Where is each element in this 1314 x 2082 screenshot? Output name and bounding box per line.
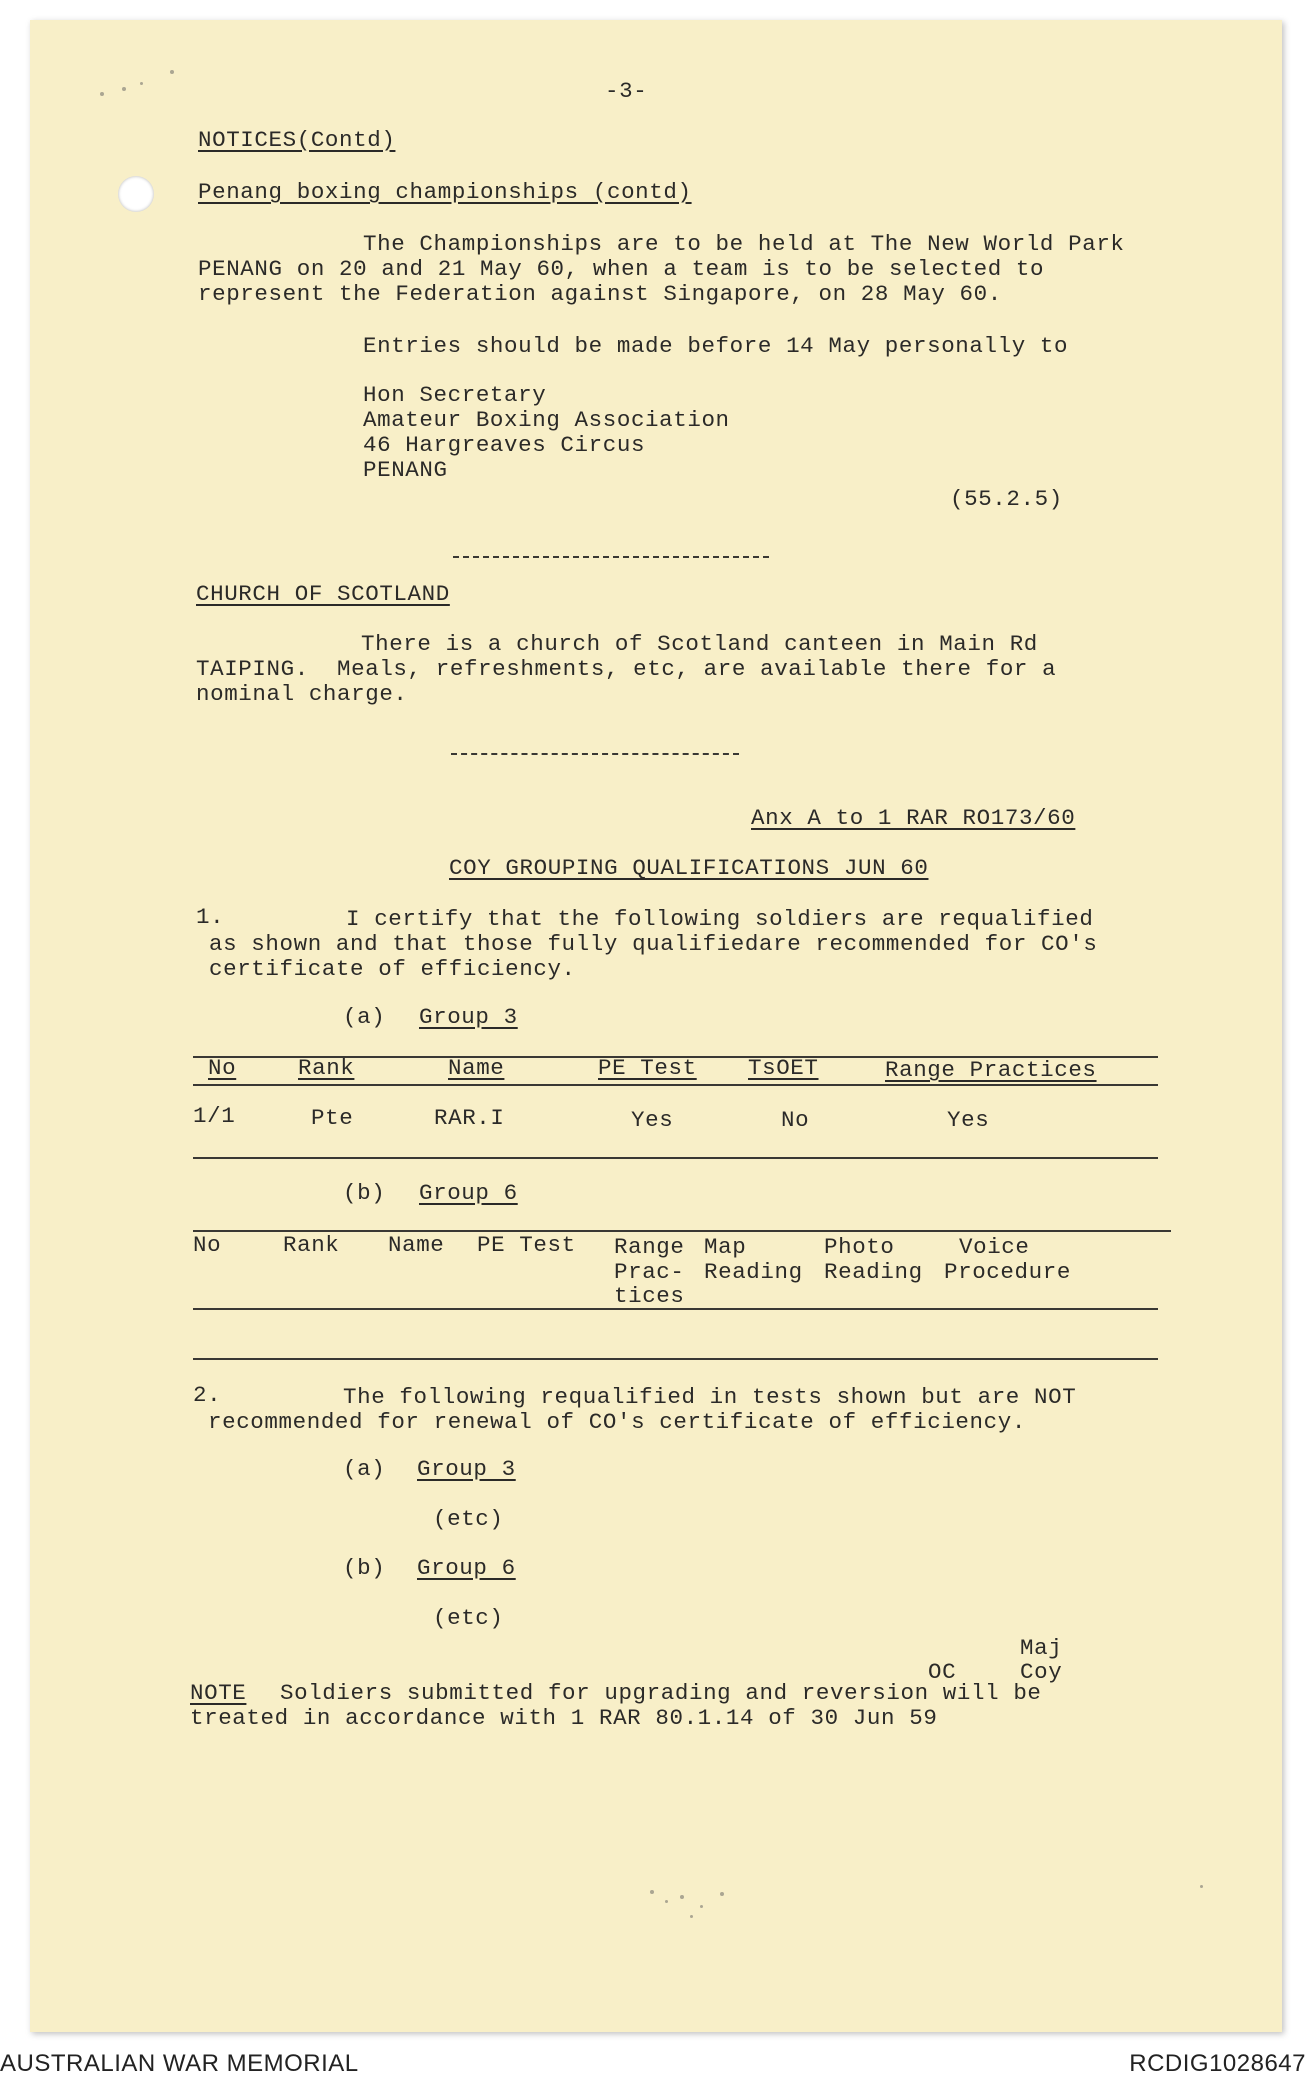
page-number: -3-: [605, 78, 648, 104]
g6-header-range: Prac-: [614, 1259, 685, 1285]
speck: [665, 1900, 668, 1903]
g6-header-no: No: [193, 1232, 222, 1258]
g6-header-voice: Voice: [959, 1234, 1030, 1260]
g6-header-rank: Rank: [283, 1232, 340, 1258]
notices-heading: NOTICES(Contd): [198, 127, 396, 153]
g3-header-pe-test: PE Test: [598, 1055, 697, 1081]
g3-header-tsoet: TsOET: [748, 1055, 819, 1081]
para-number: 1.: [196, 904, 225, 930]
speck: [650, 1890, 654, 1894]
para2-line: The following requalified in tests shown but are NOT: [343, 1384, 1077, 1410]
speck: [122, 87, 126, 91]
g6-header-range: tices: [614, 1283, 685, 1309]
church-heading: CHURCH OF SCOTLAND: [196, 581, 450, 607]
g3-header-name: Name: [448, 1055, 505, 1081]
para2a-label: (a): [343, 1456, 386, 1482]
para2b-etc: (etc): [433, 1605, 504, 1631]
speck: [140, 82, 143, 85]
para1-line: I certify that the following soldiers are requalified: [346, 906, 1094, 932]
address-line: Amateur Boxing Association: [363, 407, 730, 433]
note-line: treated in accordance with 1 RAR 80.1.14 of 30 Jun 59: [190, 1705, 938, 1731]
church-para-line: TAIPING. Meals, refreshments, etc, are available there for a: [196, 656, 1057, 682]
speck: [720, 1892, 724, 1896]
annex-reference: Anx A to 1 RAR RO173/60: [751, 805, 1076, 831]
boxing-reference: (55.2.5): [950, 486, 1063, 512]
g3-header-no: No: [208, 1055, 237, 1081]
g6-header-photo: Photo: [824, 1234, 895, 1260]
boxing-para-line: PENANG on 20 and 21 May 60, when a team is to be selected to: [198, 256, 1045, 282]
boxing-para-line: represent the Federation against Singapore, on 28 May 60.: [198, 281, 1002, 307]
g3-cell-pe: Yes: [631, 1107, 674, 1133]
g6-header-voice: Procedure: [944, 1259, 1071, 1285]
para2-line: recommended for renewal of CO's certificate of efficiency.: [208, 1409, 1026, 1435]
speck: [700, 1905, 703, 1908]
address-line: Hon Secretary: [363, 382, 547, 408]
para1-line: as shown and that those fully qualifiedare recommended for CO's: [209, 931, 1098, 957]
note-line: Soldiers submitted for upgrading and reversion will be: [280, 1680, 1042, 1706]
para1-line: certificate of efficiency.: [209, 956, 576, 982]
note-label: NOTE: [190, 1680, 247, 1706]
table-rule: [193, 1157, 1158, 1159]
address-line: PENANG: [363, 457, 448, 483]
speck: [690, 1915, 693, 1918]
boxing-para-line: The Championships are to be held at The New World Park: [363, 231, 1125, 257]
speck: [680, 1895, 684, 1899]
signature-oc: OC: [928, 1659, 957, 1685]
g3-header-rank: Rank: [298, 1055, 355, 1081]
archive-id: RCDIG1028647: [1129, 2050, 1306, 2077]
g3-header-range: Range Practices: [885, 1057, 1097, 1083]
g6-header-name: Name: [388, 1232, 445, 1258]
g6-header-pe-test: PE Test: [477, 1232, 576, 1258]
table-rule: [193, 1084, 1158, 1086]
g6-header-range: Range: [614, 1234, 685, 1260]
signature-coy: Coy: [1020, 1659, 1063, 1685]
g6-header-photo: Reading: [824, 1259, 923, 1285]
church-para-line: There is a church of Scotland canteen in Main Rd: [361, 631, 1038, 657]
archive-credit: AUSTRALIAN WAR MEMORIAL: [0, 2050, 359, 2077]
table-rule: [193, 1230, 1171, 1232]
g3-cell-tsoet: No: [781, 1107, 810, 1133]
address-line: 46 Hargreaves Circus: [363, 432, 646, 458]
group6-label: (b): [343, 1180, 386, 1206]
para-number: 2.: [193, 1382, 222, 1408]
section-divider: [453, 556, 769, 558]
table-rule: [193, 1308, 1158, 1310]
signature-rank: Maj: [1020, 1635, 1063, 1661]
boxing-entries: Entries should be made before 14 May personally to: [363, 333, 1069, 359]
table-rule: [193, 1358, 1158, 1360]
group3-title: Group 3: [419, 1004, 518, 1030]
speck: [100, 92, 104, 96]
g3-cell-name: RAR.I: [434, 1105, 505, 1131]
g3-cell-range: Yes: [947, 1107, 990, 1133]
punch-hole: [118, 176, 154, 212]
speck: [170, 70, 174, 74]
boxing-heading: Penang boxing championships (contd): [198, 179, 692, 205]
group3-label: (a): [343, 1004, 386, 1030]
section-divider: [451, 753, 739, 755]
annex-title: COY GROUPING QUALIFICATIONS JUN 60: [449, 855, 929, 881]
g3-cell-no: 1/1: [193, 1103, 236, 1129]
g3-cell-rank: Pte: [311, 1105, 354, 1131]
g6-header-map: Map: [704, 1234, 747, 1260]
speck: [1200, 1885, 1203, 1888]
para2b-label: (b): [343, 1555, 386, 1581]
church-para-line: nominal charge.: [196, 681, 408, 707]
g6-header-map: Reading: [704, 1259, 803, 1285]
para2a-etc: (etc): [433, 1506, 504, 1532]
para2b-title: Group 6: [417, 1555, 516, 1581]
group6-title: Group 6: [419, 1180, 518, 1206]
para2a-title: Group 3: [417, 1456, 516, 1482]
